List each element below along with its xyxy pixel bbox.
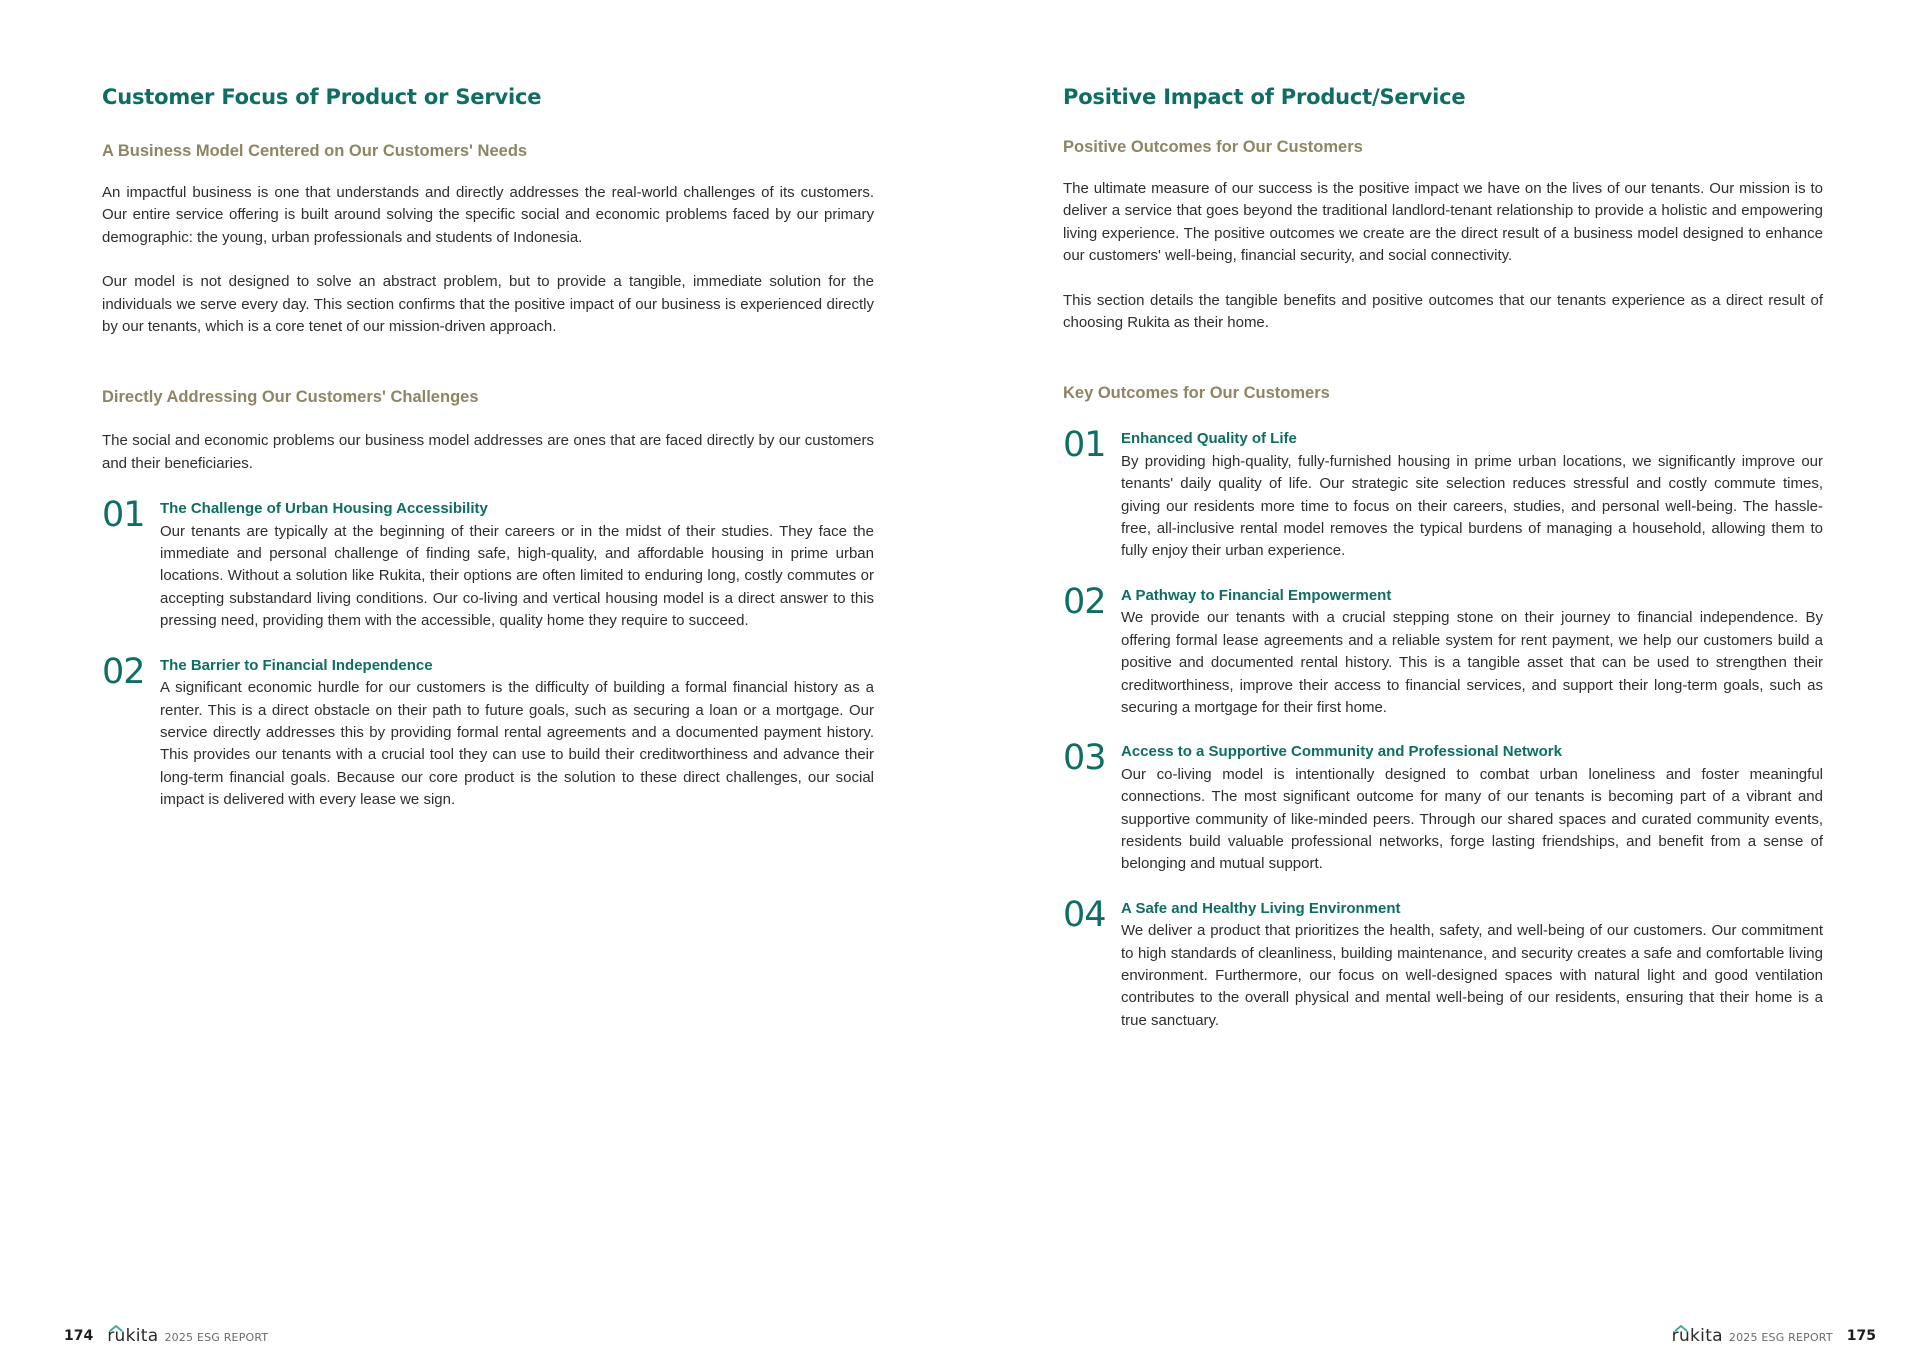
- item-number: 02: [1063, 581, 1106, 622]
- item-body: Our tenants are typically at the beginning of their careers or in the midst of their studies. They face the immediate and personal challenge of finding safe, high-quality, and affordable housing in prime urban locations. Without a solution like Rukita, their options are often limited to enduring long, costly commutes or accepting substandard living conditions. Our co-living and vertical housing model is a direct answer to this pressing need, providing them with the accessible, quality home they require to succeed.: [160, 522, 874, 630]
- paragraph: Our model is not designed to solve an abstract problem, but to provide a tangible, immediate solution for the individuals we serve every day. This section confirms that the positive impact of our business is experienced directly by our tenants, which is a core tenet of our mission-driven approach.: [102, 273, 874, 336]
- section-heading: A Business Model Centered on Our Customers' Needs: [102, 142, 528, 160]
- challenge-item: [102, 651, 874, 812]
- paragraph: This section details the tangible benefits and positive outcomes that our tenants experience as a direct result of choosing Rukita as their home.: [1063, 291, 1823, 332]
- page-title: Positive Impact of Product/Service: [1063, 85, 1466, 109]
- report-label: 2025 ESG REPORT: [164, 1331, 269, 1344]
- item-number: 04: [1063, 894, 1106, 935]
- outcome-item: [1063, 894, 1823, 1032]
- page-number: 175: [1846, 1328, 1876, 1344]
- section-heading: Directly Addressing Our Customers' Challenges: [102, 388, 479, 407]
- page-title: Customer Focus of Product or Service: [102, 85, 542, 109]
- challenge-item: [102, 495, 874, 632]
- page-number: 174: [64, 1328, 94, 1344]
- rukita-logo: [1672, 1324, 1723, 1348]
- roof-icon: [1674, 1325, 1688, 1332]
- page-footer: [1672, 1323, 1876, 1349]
- item-title: Enhanced Quality of Life: [1121, 430, 1297, 448]
- section-heading: Key Outcomes for Our Customers: [1063, 384, 1330, 403]
- item-body: We deliver a product that prioritizes the health, safety, and well-being of our customers. Our commitment to high standards of cleanliness, building maintenance, and security creates a safe and comfortable living environment. Furthermore, our focus on well-designed spaces with natural light and good ventilation contributes to the overall physical and mental well-being of our residents, ensuring that their home is a true sanctuary.: [1121, 922, 1823, 1029]
- item-title: A Pathway to Financial Empowerment: [1121, 586, 1392, 604]
- logo-wordmark: rukita: [107, 1326, 159, 1346]
- paragraph: The ultimate measure of our success is the positive impact we have on the lives of our tenants. Our mission is to deliver a service that goes beyond the traditional landlord-tenant relationship to provide a holistic and empowering living experience. The positive outcomes we create are the direct result of a business model designed to enhance our customers' well-being, financial security, and social connectivity.: [1063, 180, 1823, 265]
- paragraph: An impactful business is one that understands and directly addresses the real-world challenges of its customers. Our entire service offering is built around solving the specific social and economic problems faced by our primary demographic: the young, urban professionals and students of Indonesia.: [102, 184, 874, 246]
- report-label: 2025 ESG REPORT: [1728, 1331, 1833, 1344]
- right-content: [1063, 84, 1823, 1032]
- item-title: A Safe and Healthy Living Environment: [1121, 899, 1401, 917]
- outcome-item: [1063, 581, 1823, 719]
- item-body: We provide our tenants with a crucial stepping stone on their journey to financial independence. By offering formal lease agreements and a reliable system for rent payment, we help our customers build a positive and documented rental history. This is a tangible asset that can be used to strengthen their creditworthiness, improve their access to financial services, and support their long-term goals, such as securing a mortgage for their first home.: [1121, 609, 1823, 716]
- item-body: Our co-living model is intentionally designed to combat urban loneliness and foster meaningful connections. The most significant outcome for many of our tenants is becoming part of a vibrant and supportive community of like-minded peers. Through our shared spaces and curated community events, residents build valuable professional networks, forge lasting friendships, and benefit from a sense of belonging and mutual support.: [1121, 765, 1823, 873]
- brand: [1672, 1324, 1833, 1348]
- outcome-item: [1063, 425, 1823, 562]
- brand: [107, 1324, 268, 1348]
- item-number: 03: [1063, 738, 1106, 779]
- item-title: The Challenge of Urban Housing Accessibility: [160, 500, 488, 518]
- roof-icon: [109, 1325, 123, 1332]
- item-number: 01: [1063, 425, 1106, 466]
- item-body: A significant economic hurdle for our customers is the difficulty of building a formal financial history as a renter. This is a direct obstacle on their path to future goals, such as securing a loan or a mortgage. Our service directly addresses this by providing formal rental agreements and a documented payment history. This provides our tenants with a crucial tool they can use to build their creditworthiness and advance their long-term financial goals. Because our core product is the solution to these direct challenges, our social impact is delivered with every lease we sign.: [160, 679, 874, 809]
- paragraph: The social and economic problems our business model addresses are ones that are faced directly by our customers and their beneficiaries.: [102, 432, 874, 472]
- item-title: Access to a Supportive Community and Professional Network: [1121, 743, 1562, 761]
- page-footer: [64, 1323, 268, 1349]
- item-number: 02: [102, 651, 145, 692]
- rukita-logo: [107, 1324, 158, 1348]
- left-content: [102, 84, 874, 812]
- right-page: [960, 0, 1920, 1357]
- section-heading: Positive Outcomes for Our Customers: [1063, 138, 1363, 156]
- item-title: The Barrier to Financial Independence: [160, 656, 433, 674]
- item-number: 01: [102, 495, 145, 536]
- item-body: By providing high-quality, fully-furnished housing in prime urban locations, we significantly improve our tenants' daily quality of life. Our strategic site selection reduces stressful and costly commute times, giving our residents more time to focus on their careers, studies, and personal well-being. The hassle-free, all-inclusive rental model removes the typical burdens of managing a household, allowing them to fully enjoy their urban experience.: [1121, 452, 1823, 560]
- logo-wordmark: rukita: [1671, 1326, 1723, 1346]
- outcome-item: [1063, 738, 1823, 875]
